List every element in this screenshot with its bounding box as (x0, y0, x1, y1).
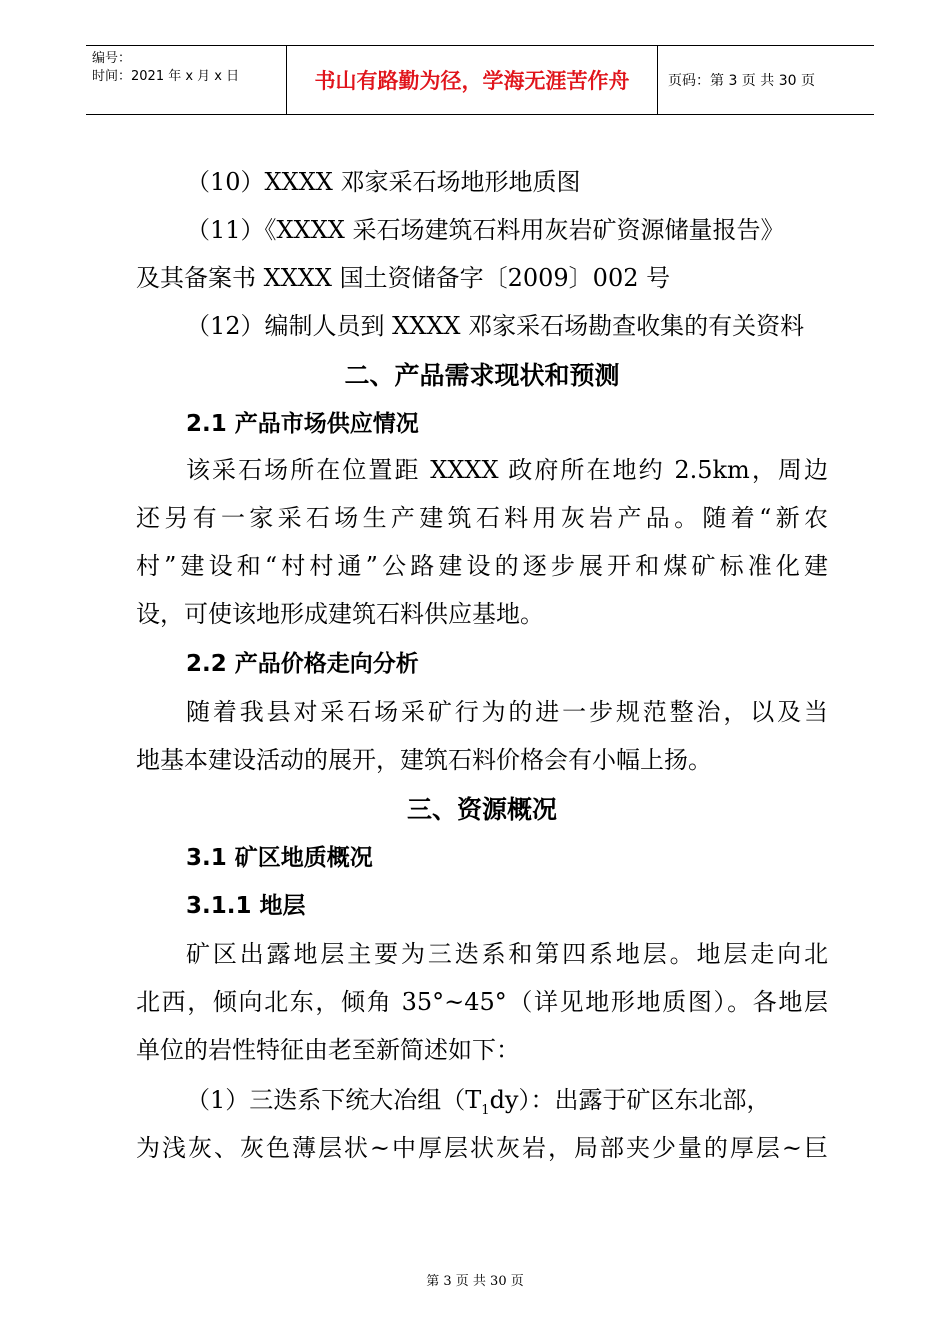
paragraph-3-1-1-line2: 北西，倾向北东，倾角 35°~45°（详见地形地质图）。各地层 (136, 988, 828, 1016)
stratum-item-1-prefix: （1）三迭系下统大冶组（T (186, 1086, 482, 1114)
paragraph-2-1-line2: 还另有一家采石场生产建筑石料用灰岩产品。随着“新农 (136, 504, 828, 532)
stratum-item-1-line2: 为浅灰、灰色薄层状~中厚层状灰岩，局部夹少量的厚层~巨 (136, 1134, 828, 1162)
section-heading-2: 二、产品需求现状和预测 (344, 361, 620, 390)
stratum-item-1-subscript: 1 (481, 1102, 490, 1118)
ref-item-11: （11）《XXXX 采石场建筑石料用灰岩矿资源储量报告》 (186, 216, 785, 244)
doc-time-label: 时间：2021 年 x 月 x 日 (92, 69, 240, 84)
paragraph-2-2-line2: 地基本建设活动的展开，建筑石料价格会有小幅上扬。 (136, 746, 712, 774)
ref-item-12: （12）编制人员到 XXXX 邓家采石场勘查收集的有关资料 (186, 312, 805, 340)
header-meta (86, 46, 286, 114)
subsection-heading-3-1: 3.1 矿区地质概况 (186, 845, 373, 871)
page-header (86, 45, 874, 115)
subsection-heading-2-1: 2.1 产品市场供应情况 (186, 411, 419, 437)
page-footer: 第 3 页 共 30 页 (426, 1274, 524, 1289)
paragraph-2-1-line4: 设，可使该地形成建筑石料供应基地。 (136, 600, 544, 628)
paragraph-3-1-1-line1: 矿区出露地层主要为三迭系和第四系地层。地层走向北 (186, 940, 828, 968)
section-heading-3: 三、资源概况 (406, 795, 557, 824)
doc-number-label: 编号： (92, 51, 132, 66)
ref-item-11-cont: 及其备案书 XXXX 国土资储备字〔2009〕002 号 (136, 264, 671, 292)
paragraph-2-1-line3: 村”建设和“村村通”公路建设的逐步展开和煤矿标准化建 (136, 552, 828, 580)
subsection-heading-3-1-1: 3.1.1 地层 (186, 893, 306, 919)
paragraph-3-1-1-line3: 单位的岩性特征由老至新简述如下： (136, 1036, 520, 1064)
ref-item-10: （10）XXXX 邓家采石场地形地质图 (186, 168, 581, 196)
header-motto: 书山有路勤为径，学海无涯苦作舟 (286, 46, 658, 114)
subsection-heading-2-2: 2.2 产品价格走向分析 (186, 651, 419, 677)
header-page-info: 页码：第 3 页 共 30 页 (668, 73, 815, 89)
paragraph-2-2-line1: 随着我县对采石场采矿行为的进一步规范整治，以及当 (186, 698, 828, 726)
stratum-item-1-suffix: dy）：出露于矿区东北部， (489, 1086, 771, 1114)
paragraph-2-1-line1: 该采石场所在位置距 XXXX 政府所在地约 2.5km，周边 (186, 456, 828, 484)
